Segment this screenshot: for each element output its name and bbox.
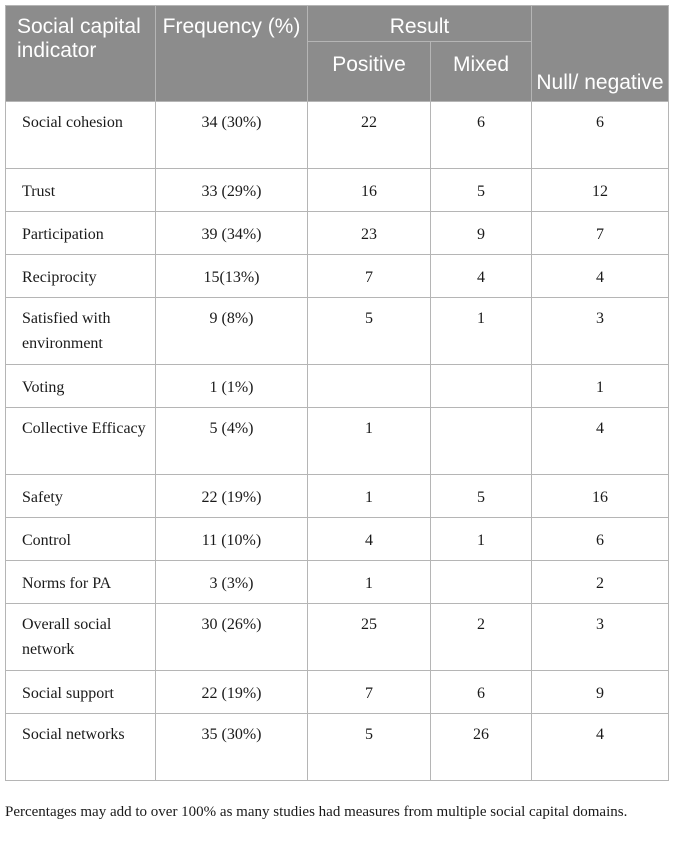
cell-null-negative: 16 <box>532 475 669 518</box>
cell-mixed: 4 <box>431 255 532 298</box>
header-result: Result <box>308 6 532 42</box>
cell-indicator: Safety <box>6 475 156 518</box>
cell-positive: 25 <box>308 604 431 671</box>
cell-mixed: 1 <box>431 518 532 561</box>
cell-mixed <box>431 408 532 475</box>
social-capital-table <box>5 5 669 781</box>
cell-mixed: 5 <box>431 169 532 212</box>
header-null-negative: Null/ negative <box>532 6 669 102</box>
cell-null-negative: 6 <box>532 518 669 561</box>
cell-indicator: Norms for PA <box>6 561 156 604</box>
table-row <box>6 408 669 475</box>
cell-frequency: 3 (3%) <box>156 561 308 604</box>
cell-indicator: Social networks <box>6 714 156 781</box>
header-mixed: Mixed <box>431 42 532 102</box>
cell-indicator: Satisfied with environment <box>6 298 156 365</box>
cell-frequency: 33 (29%) <box>156 169 308 212</box>
cell-indicator: Voting <box>6 365 156 408</box>
header-positive: Positive <box>308 42 431 102</box>
cell-frequency: 34 (30%) <box>156 102 308 169</box>
cell-indicator: Reciprocity <box>6 255 156 298</box>
cell-positive: 16 <box>308 169 431 212</box>
cell-frequency: 35 (30%) <box>156 714 308 781</box>
cell-mixed: 1 <box>431 298 532 365</box>
cell-null-negative: 7 <box>532 212 669 255</box>
cell-indicator: Social support <box>6 671 156 714</box>
cell-mixed: 6 <box>431 671 532 714</box>
cell-mixed: 5 <box>431 475 532 518</box>
cell-mixed: 9 <box>431 212 532 255</box>
cell-indicator: Trust <box>6 169 156 212</box>
table-row <box>6 475 669 518</box>
cell-null-negative: 4 <box>532 408 669 475</box>
cell-positive: 1 <box>308 475 431 518</box>
table-header <box>6 6 669 102</box>
cell-positive: 7 <box>308 255 431 298</box>
cell-frequency: 30 (26%) <box>156 604 308 671</box>
cell-positive: 4 <box>308 518 431 561</box>
cell-mixed <box>431 561 532 604</box>
cell-indicator: Social cohesion <box>6 102 156 169</box>
table-row <box>6 604 669 671</box>
cell-null-negative: 6 <box>532 102 669 169</box>
cell-positive: 7 <box>308 671 431 714</box>
cell-positive: 5 <box>308 298 431 365</box>
cell-frequency: 11 (10%) <box>156 518 308 561</box>
cell-positive: 1 <box>308 408 431 475</box>
table-row <box>6 102 669 169</box>
cell-positive: 23 <box>308 212 431 255</box>
cell-null-negative: 12 <box>532 169 669 212</box>
cell-null-negative: 3 <box>532 298 669 365</box>
header-frequency: Frequency (%) <box>156 6 308 102</box>
cell-frequency: 9 (8%) <box>156 298 308 365</box>
table-row <box>6 365 669 408</box>
cell-null-negative: 4 <box>532 255 669 298</box>
table-row <box>6 169 669 212</box>
cell-indicator: Collective Efficacy <box>6 408 156 475</box>
cell-positive: 5 <box>308 714 431 781</box>
cell-frequency: 1 (1%) <box>156 365 308 408</box>
table-row <box>6 212 669 255</box>
table-row <box>6 518 669 561</box>
cell-frequency: 22 (19%) <box>156 475 308 518</box>
table-row <box>6 561 669 604</box>
cell-null-negative: 1 <box>532 365 669 408</box>
table-row <box>6 298 669 365</box>
cell-mixed <box>431 365 532 408</box>
cell-null-negative: 4 <box>532 714 669 781</box>
table-body <box>6 102 669 781</box>
cell-null-negative: 2 <box>532 561 669 604</box>
cell-frequency: 15(13%) <box>156 255 308 298</box>
cell-positive <box>308 365 431 408</box>
cell-mixed: 6 <box>431 102 532 169</box>
cell-frequency: 22 (19%) <box>156 671 308 714</box>
table-row <box>6 714 669 781</box>
cell-positive: 1 <box>308 561 431 604</box>
cell-null-negative: 9 <box>532 671 669 714</box>
cell-indicator: Overall social network <box>6 604 156 671</box>
cell-indicator: Control <box>6 518 156 561</box>
cell-null-negative: 3 <box>532 604 669 671</box>
table-row <box>6 671 669 714</box>
table-container <box>5 5 668 781</box>
cell-positive: 22 <box>308 102 431 169</box>
cell-frequency: 5 (4%) <box>156 408 308 475</box>
table-row <box>6 255 669 298</box>
cell-frequency: 39 (34%) <box>156 212 308 255</box>
cell-mixed: 2 <box>431 604 532 671</box>
table-footnote: Percentages may add to over 100% as many studies had measures from multiple social capital domains. <box>5 804 628 820</box>
cell-indicator: Participation <box>6 212 156 255</box>
header-indicator: Social capital indicator <box>6 6 156 102</box>
cell-mixed: 26 <box>431 714 532 781</box>
